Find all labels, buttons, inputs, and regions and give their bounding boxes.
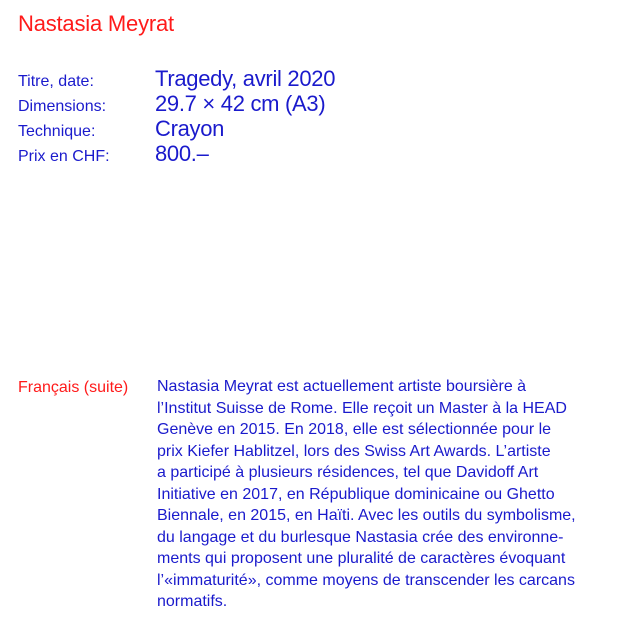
bio-line: a participé à plusieurs résidences, tel que Davidoff Art bbox=[157, 464, 539, 481]
bio-line: Genève en 2015. En 2018, elle est sélectionnée pour le bbox=[157, 421, 552, 438]
bio-line: l’Institut Suisse de Rome. Elle reçoit un Master à la HEAD bbox=[157, 399, 567, 417]
bio-line: Biennale, en 2015, en Haïti. Avec les outils du symbolisme, bbox=[157, 507, 576, 524]
bio-line: Initiative en 2017, en République dominicaine ou Ghetto bbox=[157, 485, 555, 503]
detail-value: 29.7 × 42 cm (A3) bbox=[155, 91, 326, 116]
detail-value: Tragedy, avril 2020 bbox=[155, 66, 336, 91]
detail-label: Titre, date: bbox=[18, 73, 94, 90]
section-label-francais: Français (suite) bbox=[18, 379, 129, 396]
bio-line: du langage et du burlesque Nastasia crée des environne- bbox=[157, 528, 564, 546]
artist-biography bbox=[157, 376, 627, 613]
bio-line: l’«immaturité», comme moyens de transcender les carcans bbox=[157, 571, 575, 589]
artist-name: Nastasia Meyrat bbox=[18, 11, 174, 36]
bio-line: ments qui proposent une pluralité de caractères évoquant bbox=[157, 550, 566, 567]
detail-value: Crayon bbox=[155, 116, 225, 141]
bio-line: prix Kiefer Hablitzel, lors des Swiss Art Awards. L’artiste bbox=[157, 442, 551, 460]
bio-line: normatifs. bbox=[157, 593, 228, 610]
detail-label: Prix en CHF: bbox=[18, 148, 110, 165]
detail-label: Technique: bbox=[18, 123, 96, 140]
bio-line: Nastasia Meyrat est actuellement artiste boursière à bbox=[157, 378, 527, 395]
detail-label: Dimensions: bbox=[18, 98, 107, 115]
detail-value: 800.– bbox=[155, 141, 209, 166]
